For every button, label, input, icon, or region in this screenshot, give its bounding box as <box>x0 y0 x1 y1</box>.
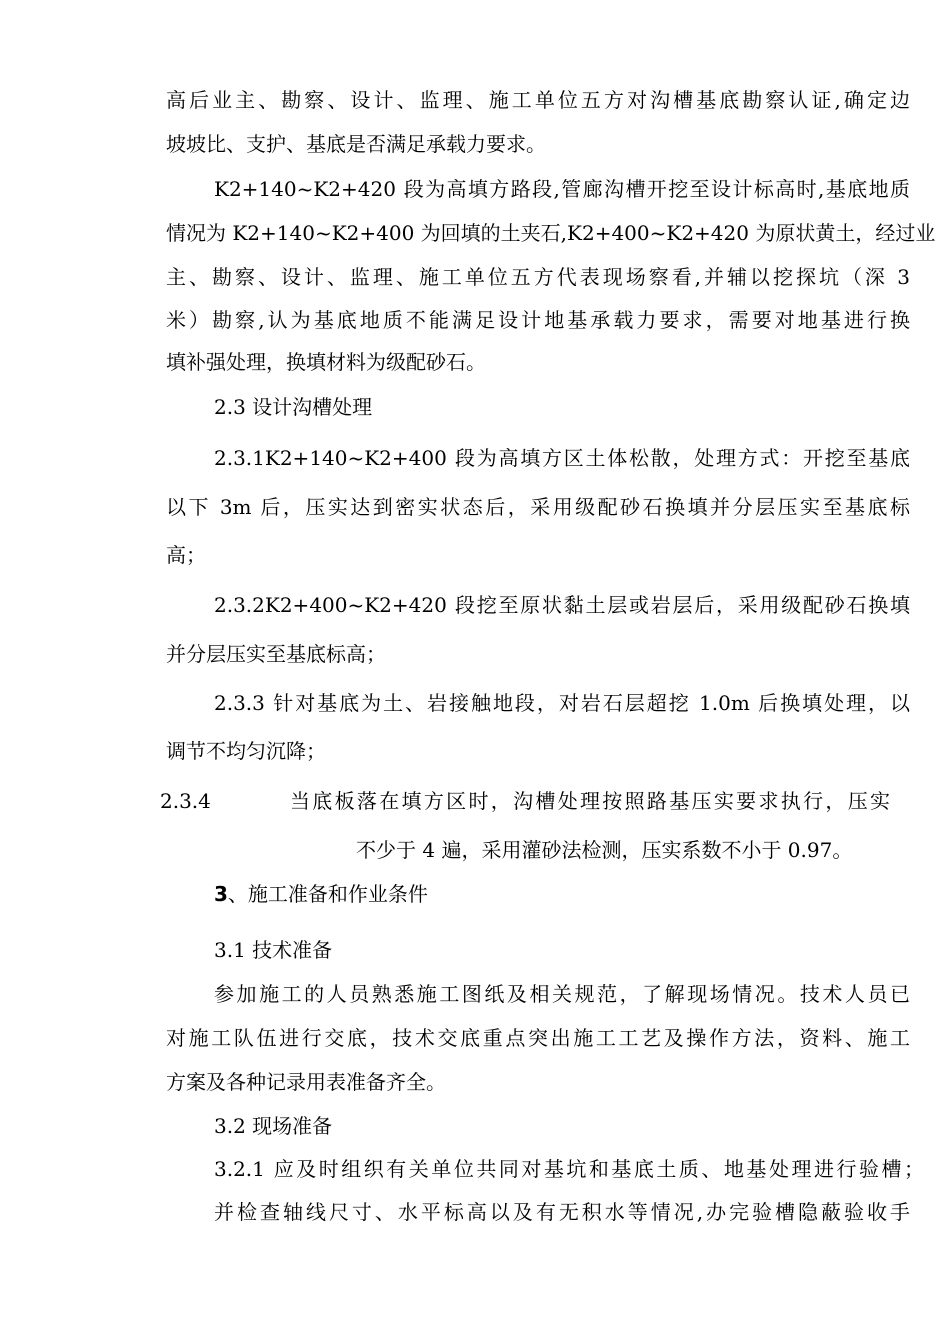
p1-line2: 坡坡比、支护、基底是否满足承载力要求。 <box>166 132 546 156</box>
p2-line4: 米）勘察,认为基底地质不能满足设计地基承载力要求，需要对地基进行换 <box>166 308 910 332</box>
p2-line1: K2+140~K2+420 段为高填方路段,管廊沟槽开挖至设计标高时,基底地质 <box>214 177 910 201</box>
p232-line1: 2.3.2K2+400~K2+420 段挖至原状黏土层或岩层后，采用级配砂石换填 <box>214 593 910 617</box>
heading-3-1: 3.1 技术准备 <box>214 938 333 962</box>
p234-line1: 当底板落在填方区时，沟槽处理按照路基压实要求执行，压实 <box>290 789 890 813</box>
heading-3-text: 、施工准备和作业条件 <box>227 882 428 906</box>
p2-line5: 填补强处理，换填材料为级配砂石。 <box>166 350 486 374</box>
p31-line1: 参加施工的人员熟悉施工图纸及相关规范，了解现场情况。技术人员已 <box>214 982 910 1006</box>
p232-line2: 并分层压实至基底标高； <box>166 642 386 666</box>
heading-2-3: 2.3 设计沟槽处理 <box>214 395 373 419</box>
p233-line1: 2.3.3 针对基底为土、岩接触地段，对岩石层超挖 1.0m 后换填处理，以 <box>214 691 910 715</box>
heading-3-number: 3 <box>214 882 228 906</box>
p2-line3: 主、勘察、设计、监理、施工单位五方代表现场察看,并辅以挖探坑（深 3 <box>166 265 910 289</box>
p234-number: 2.3.4 <box>160 789 211 813</box>
p231-line1: 2.3.1K2+140~K2+400 段为高填方区土体松散，处理方式：开挖至基底 <box>214 446 910 470</box>
p321-line2: 并检查轴线尺寸、水平标高以及有无积水等情况,办完验槽隐蔽验收手 <box>214 1200 910 1224</box>
p231-line3: 高； <box>166 543 206 567</box>
heading-3 <box>214 880 428 908</box>
p233-line2: 调节不均匀沉降； <box>166 739 326 763</box>
p31-line3: 方案及各种记录用表准备齐全。 <box>166 1070 446 1094</box>
p234-line2: 不少于 4 遍，采用灌砂法检测，压实系数不小于 0.97。 <box>356 838 853 862</box>
p231-line2: 以下 3m 后，压实达到密实状态后，采用级配砂石换填并分层压实至基底标 <box>166 495 910 519</box>
heading-3-2: 3.2 现场准备 <box>214 1114 333 1138</box>
p2-line2: 情况为 K2+140~K2+400 为回填的土夹石,K2+400~K2+420 为原状黄土，经过业 <box>166 221 936 245</box>
p1-line1: 高后业主、勘察、设计、监理、施工单位五方对沟槽基底勘察认证,确定边 <box>166 88 910 112</box>
p321-line1: 3.2.1 应及时组织有关单位共同对基坑和基底土质、地基处理进行验槽； <box>214 1157 924 1181</box>
p31-line2: 对施工队伍进行交底，技术交底重点突出施工工艺及操作方法，资料、施工 <box>166 1026 910 1050</box>
